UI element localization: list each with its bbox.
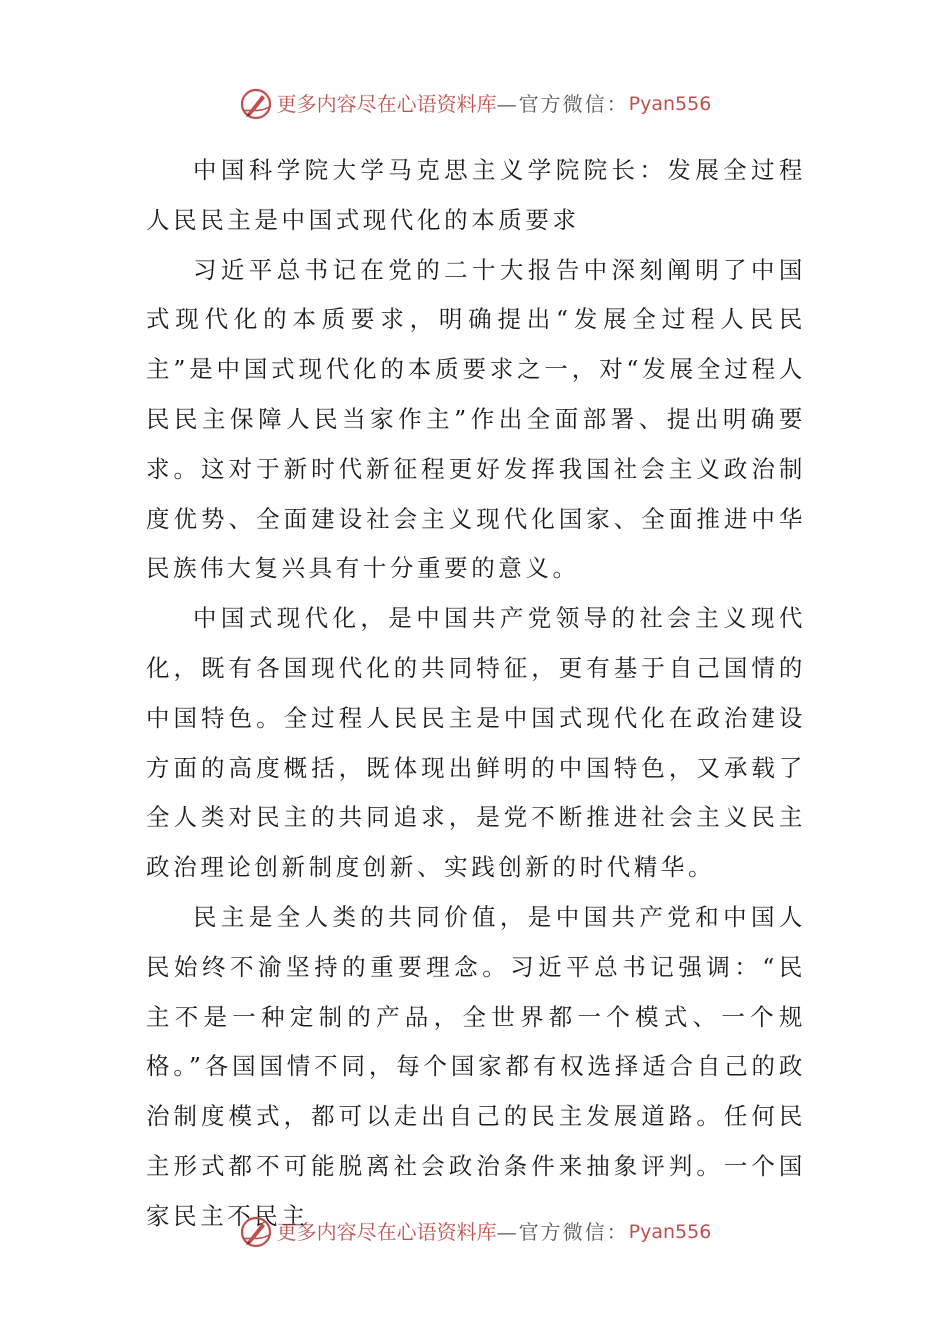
pen-logo-icon bbox=[239, 87, 273, 121]
footer-banner bbox=[0, 1212, 950, 1252]
banner-wechat-id: Pyan556 bbox=[628, 93, 712, 115]
pen-logo-icon bbox=[239, 1215, 273, 1249]
banner-wechat-label: 官方微信： bbox=[518, 92, 629, 116]
header-banner bbox=[0, 84, 950, 124]
document-body bbox=[146, 146, 806, 1242]
banner-dash: — bbox=[496, 92, 519, 116]
banner-wechat-id: Pyan556 bbox=[628, 1221, 712, 1243]
document-title: 中国科学院大学马克思主义学院院长：发展全过程人民民主是中国式现代化的本质要求 bbox=[146, 156, 806, 234]
paragraph: 中国式现代化，是中国共产党领导的社会主义现代化，既有各国现代化的共同特征，更有基于自己国情的中国特色。全过程人民民主是中国式现代化在政治建设方面的高度概括，既体现出鲜明的中国特色，又承载了全人类对民主的共同追求，是党不断推进社会主义民主政治理论创新制度创新、实践创新的时代精华。 bbox=[146, 604, 806, 882]
banner-wechat-label: 官方微信： bbox=[518, 1220, 629, 1244]
banner-slogan: 更多内容尽在心语资料库 bbox=[276, 1220, 497, 1244]
paragraph: 民主是全人类的共同价值，是中国共产党和中国人民始终不渝坚持的重要理念。习近平总书记强调：“民主不是一种定制的产品，全世界都一个模式、一个规格。”各国国情不同，每个国家都有权选择适合自己的政治制度模式，都可以走出自己的民主发展道路。任何民主形式都不可能脱离社会政治条件来抽象评判。一个国家民主不民主 bbox=[146, 902, 806, 1230]
banner-slogan: 更多内容尽在心语资料库 bbox=[276, 92, 497, 116]
banner-dash: — bbox=[496, 1220, 519, 1244]
paragraph: 习近平总书记在党的二十大报告中深刻阐明了中国式现代化的本质要求，明确提出“发展全过程人民民主”是中国式现代化的本质要求之一，对“发展全过程人民民主保障人民当家作主”作出全面部署、提出明确要求。这对于新时代新征程更好发挥我国社会主义政治制度优势、全面建设社会主义现代化国家、全面推进中华民族伟大复兴具有十分重要的意义。 bbox=[146, 255, 806, 583]
